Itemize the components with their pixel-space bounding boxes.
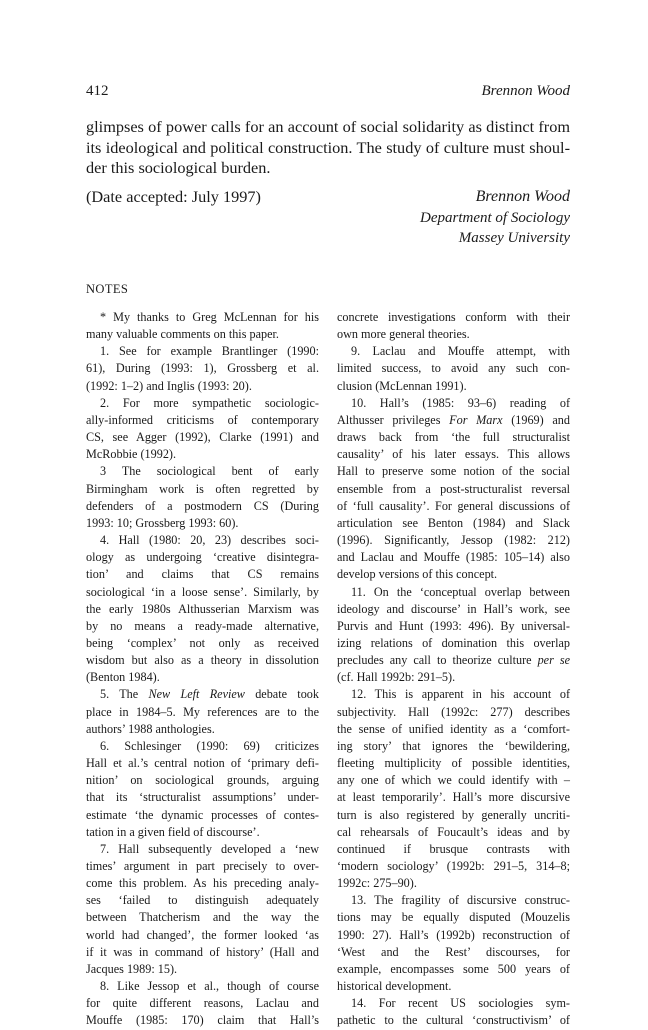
note-line: between Thatcherism and the way the <box>86 910 319 925</box>
note-line: tions may be equally disputed (Mouzelis <box>337 910 570 925</box>
note-line: 14. For recent US sociologies sym- <box>351 996 570 1011</box>
running-author: Brennon Wood <box>481 83 570 99</box>
note-line: ideology and discourse’ in Hall’s work, see <box>337 601 570 616</box>
note-line: Purvis and Hunt (1993: 496). By universal- <box>337 618 570 633</box>
note-line: precludes any call to theorize culture per se <box>337 653 570 668</box>
note-line: izing relations of domination this overlap <box>337 635 570 650</box>
author-signature <box>420 187 570 249</box>
note-line: McRobbie (1992). <box>86 447 177 462</box>
note-line: tation in a given field of discourse’. <box>86 824 260 839</box>
note-line: fleeting multiplicity of possible identities, <box>337 756 570 771</box>
note-line: concrete investigations conform with their <box>337 310 570 324</box>
note-line: develop versions of this concept. <box>337 567 498 582</box>
page-number: 412 <box>86 83 109 99</box>
note-line: for quite different reasons, Laclau and <box>86 996 319 1011</box>
note-line: 11. On the ‘conceptual overlap between <box>351 584 570 599</box>
note-line: cal rehearsals of Foucault’s ideas and by <box>337 824 570 839</box>
note-line: wisdom but also as a theory in dissolution <box>86 653 319 668</box>
note-line: * My thanks to Greg McLennan for his <box>100 310 319 324</box>
note-line: 1990: 27). Hall’s (1992b) reconstruction of <box>337 927 570 942</box>
note-line: ology as undergoing ‘creative disintegra- <box>86 550 319 565</box>
note-line: defenders of a postmodern CS (During <box>86 498 319 513</box>
notes-column-left <box>86 309 319 1030</box>
note-line: authors’ 1988 anthologies. <box>86 721 215 736</box>
note-line: many valuable comments on this paper. <box>86 327 279 342</box>
note-line: the sense of unified identity as a ‘comfort- <box>337 721 570 736</box>
note-line: nition’ on sociological grounds, arguing <box>86 773 319 788</box>
note-line: Mouffe (1985: 170) claim that Hall’s <box>86 1013 319 1028</box>
note-line: 7. Hall subsequently developed a ‘new <box>100 841 319 856</box>
note-line: world had changed’, the former looked ‘as <box>86 927 319 942</box>
note-line: 8. Like Jessop et al., though of course <box>100 979 319 994</box>
notes-column-right <box>337 309 570 1030</box>
note-line: tion’ and claims that CS remains <box>86 567 319 582</box>
note-line: Jacques 1989: 15). <box>86 961 178 976</box>
note-line: Hall et al.’s central notion of ‘primary defi- <box>86 756 319 771</box>
note-line: 6. Schlesinger (1990: 69) criticizes <box>100 738 319 753</box>
note-line: 9. Laclau and Mouffe attempt, with <box>351 344 570 359</box>
note-line: (1996). Significantly, Jessop (1982: 212) <box>337 533 570 548</box>
note-line: ing story’ that ignores the ‘bewildering, <box>337 738 570 753</box>
note-line: 13. The fragility of discursive construc- <box>351 893 570 908</box>
note-line: Hall to preserve some notion of the social <box>337 464 570 479</box>
note-line: 5. The New Left Review debate took <box>100 687 319 702</box>
note-line: ensemble from a post-structuralist reversal <box>337 481 570 496</box>
body-paragraph <box>86 117 570 179</box>
note-line: 1. See for example Brantlinger (1990: <box>100 344 319 359</box>
note-line: that its ‘structuralist assumptions’ under- <box>86 790 319 805</box>
note-line: 1992c: 275–90). <box>337 876 417 891</box>
note-line: Althusser privileges For Marx (1969) and <box>337 412 570 427</box>
note-line: own more general theories. <box>337 327 470 342</box>
note-line: turn is also registered by generally uncriti- <box>337 807 570 822</box>
note-line: of ‘full causality’. For general discussions of <box>337 498 570 513</box>
note-line: times’ argument in part precisely to over- <box>86 859 319 873</box>
note-line: by no means a ready-made alternative, <box>86 618 319 633</box>
note-line: example, encompasses some 500 years of <box>337 961 570 976</box>
note-line: (cf. Hall 1992b: 291–5). <box>337 670 456 685</box>
note-line: subjectivity. Hall (1992c: 277) describes <box>337 704 570 719</box>
note-line: at least temporarily’. Hall’s more discursive <box>337 790 570 805</box>
note-line: ses ‘failed to distinguish adequately <box>86 893 319 908</box>
signature-university: Massey University <box>458 230 570 246</box>
note-line: CS, see Agger (1992), Clarke (1991) and <box>86 430 319 445</box>
body-line: der this sociological burden. <box>86 158 271 177</box>
note-line: (1992: 1–2) and Inglis (1993: 20). <box>86 378 252 393</box>
note-line: 4. Hall (1980: 20, 23) describes soci- <box>100 533 319 548</box>
note-line: any one of which we could identify with – <box>337 773 570 788</box>
note-line: (Benton 1984). <box>86 670 160 685</box>
note-line: causality’ of his later essays. This allows <box>337 447 570 462</box>
note-line: estimate ‘the dynamic processes of contes- <box>86 807 319 822</box>
note-line: 12. This is apparent in his account of <box>351 687 570 702</box>
notes-heading: NOTES <box>86 282 129 296</box>
note-line: Birmingham work is often regretted by <box>86 481 319 496</box>
note-line: sociological ‘in a loose sense’. Similarly, by <box>86 584 319 599</box>
note-line: place in 1984–5. My references are to the <box>86 704 319 719</box>
note-line: being ‘complex’ not only as received <box>86 635 319 650</box>
note-line: clusion (McLennan 1991). <box>337 378 467 393</box>
body-line: glimpses of power calls for an account of social solidarity as distinct from <box>86 117 570 136</box>
note-line: come this problem. As his preceding analy- <box>86 876 319 891</box>
note-line: and Laclau and Mouffe (1985: 105–14) also <box>337 550 570 565</box>
note-line: limited success, to avoid any such con- <box>337 361 570 376</box>
note-line: pathetic to the cultural ‘constructivism’ of <box>337 1013 570 1028</box>
note-line: ‘West and the Rest’ discourses, for <box>337 944 570 959</box>
signature-department: Department of Sociology <box>420 209 570 226</box>
note-line: continued if brusque contrasts with <box>337 841 570 856</box>
date-accepted: (Date accepted: July 1997) <box>86 187 261 206</box>
body-line: its ideological and political construction. The study of culture must shoul- <box>86 137 570 157</box>
note-line: 3 The sociological bent of early <box>100 464 319 479</box>
note-line: if it was in command of history’ (Hall and <box>86 944 319 959</box>
note-line: 2. For more sympathetic sociologic- <box>100 395 319 410</box>
note-line: 61), During (1993: 1), Grossberg et al. <box>86 361 319 376</box>
note-line: 1993: 10; Grossberg 1993: 60). <box>86 515 239 530</box>
note-line: articulation see Benton (1984) and Slack <box>337 515 570 530</box>
note-line: the early 1980s Althusserian Marxism was <box>86 601 319 616</box>
note-line: draws back from ‘the full structuralist <box>337 430 570 445</box>
note-line: ‘modern sociology’ (1992b: 291–5, 314–8; <box>337 859 570 873</box>
note-line: ally-informed criticisms of contemporary <box>86 412 319 427</box>
note-line: 10. Hall’s (1985: 93–6) reading of <box>351 395 570 410</box>
signature-name: Brennon Wood <box>475 188 570 205</box>
note-line: historical development. <box>337 979 452 994</box>
